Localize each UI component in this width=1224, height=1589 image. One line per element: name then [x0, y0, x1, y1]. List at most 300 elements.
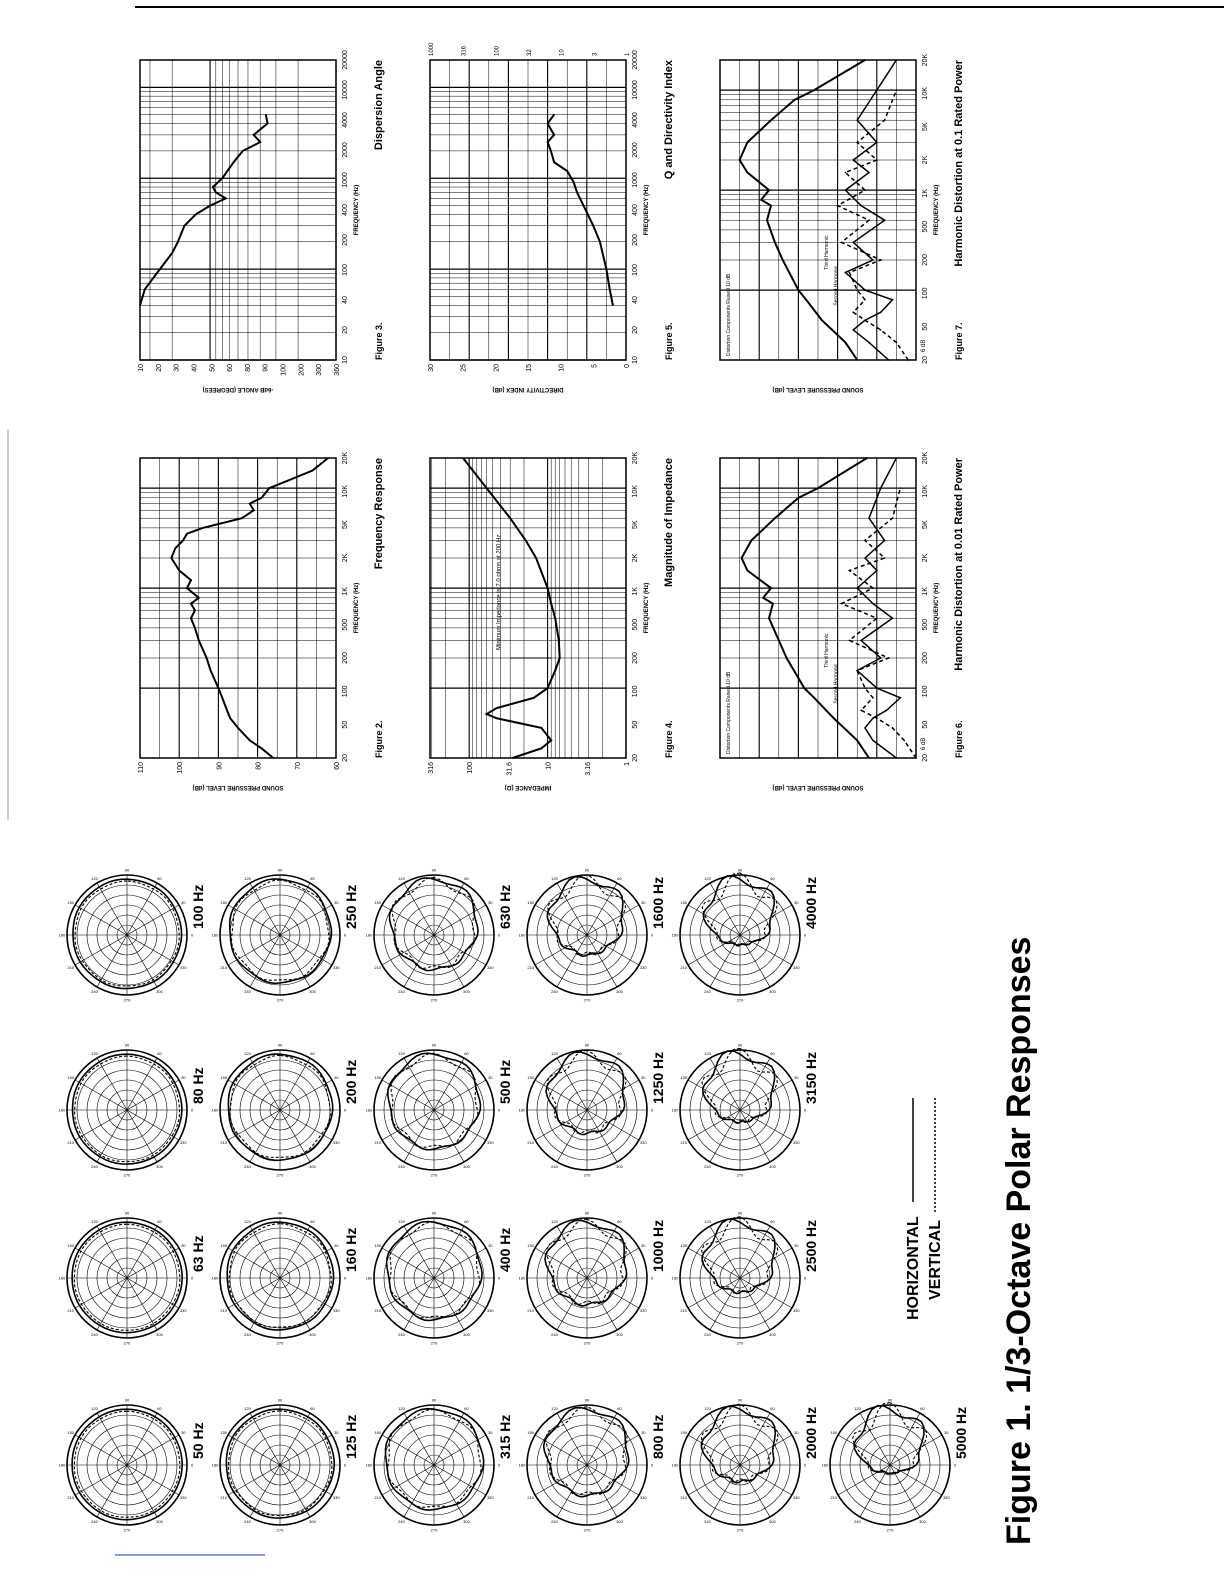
- polar-spoke: [740, 1413, 770, 1465]
- polar-spoke: [127, 935, 179, 965]
- polar-angle-label: 120: [704, 1051, 711, 1057]
- polar-plot: [672, 1043, 819, 1178]
- polar-spoke: [228, 1248, 280, 1278]
- data-point: [760, 199, 762, 201]
- data-point: [159, 268, 161, 270]
- polar-angle-label: 120: [551, 1051, 558, 1057]
- data-point: [547, 587, 549, 589]
- polar-angle-label: 210: [527, 1308, 535, 1313]
- polar-angle-label: 240: [91, 1331, 98, 1337]
- polar-angle-label: 60: [617, 1219, 622, 1225]
- polar-spoke: [127, 1278, 157, 1330]
- polar-angle-label: 120: [704, 1219, 711, 1225]
- y-axis-label: SOUND PRESSURE LEVEL (dB): [772, 386, 864, 392]
- data-point: [550, 740, 552, 742]
- q-tick-label: 10: [559, 49, 566, 56]
- data-point: [841, 242, 843, 244]
- polar-angle-label: 210: [680, 965, 688, 970]
- chart-fig5: [428, 42, 675, 392]
- polar-spoke: [557, 1110, 587, 1162]
- data-point: [888, 657, 890, 659]
- data-point: [868, 342, 870, 344]
- data-point: [864, 557, 866, 559]
- polar-spoke: [97, 1110, 127, 1162]
- data-point: [186, 587, 188, 589]
- polar-spoke: [127, 1465, 179, 1495]
- polar-spoke: [434, 1278, 464, 1330]
- polar-angle-label: 30: [488, 1243, 493, 1248]
- chart-annotation: Distortion Components Raised 10 dB: [726, 273, 732, 356]
- polar-spoke: [228, 1435, 280, 1465]
- data-point: [190, 617, 192, 619]
- x-tick-label: 200: [342, 234, 349, 246]
- x-tick-label: 20: [632, 326, 639, 334]
- polar-spoke: [75, 1465, 127, 1495]
- polar-angle-label: 240: [704, 1163, 711, 1169]
- polar-angle-label: 30: [794, 1243, 799, 1248]
- data-point: [900, 487, 902, 489]
- polar-angle-label: 90: [737, 1042, 743, 1048]
- chart-title: Harmonic Distortion at 0.01 Rated Power: [953, 458, 965, 671]
- polar-angle-label: 300: [156, 1163, 163, 1169]
- data-point: [833, 717, 835, 719]
- polar-frequency-label: 2000 Hz: [803, 1406, 819, 1459]
- y-tick-label: 300: [316, 364, 324, 376]
- polar-angle-label: 270: [430, 1527, 438, 1533]
- chart-title: Dispersion Angle: [373, 60, 385, 151]
- data-point: [222, 177, 224, 179]
- polar-angle-label: 270: [583, 1527, 591, 1533]
- series-line: [463, 458, 560, 758]
- data-point: [872, 697, 874, 699]
- polar-angle-label: 30: [181, 900, 186, 905]
- polar-frequency-label: 100 Hz: [190, 884, 206, 929]
- polar-angle-label: 150: [67, 1243, 75, 1248]
- polar-plot: [519, 868, 666, 1003]
- polar-frequency-label: 125 Hz: [343, 1414, 359, 1459]
- data-point: [864, 540, 866, 542]
- x-tick-label: 1K: [632, 587, 639, 596]
- polar-spoke: [557, 883, 587, 935]
- polar-spoke: [280, 1413, 310, 1465]
- data-point: [872, 740, 874, 742]
- polar-angle-label: 180: [518, 1462, 526, 1468]
- polar-spoke: [75, 905, 127, 935]
- data-point: [533, 697, 535, 699]
- polar-angle-label: 300: [156, 1331, 163, 1337]
- x-tick-label: 20: [922, 356, 929, 364]
- data-point: [821, 319, 823, 321]
- data-point: [872, 717, 874, 719]
- polar-angle-label: 240: [398, 1331, 405, 1337]
- polar-angle-label: 120: [398, 1406, 405, 1412]
- polar-spoke: [740, 905, 792, 935]
- polar-angle-label: 270: [736, 1527, 744, 1533]
- figure-label: Figure 7.: [954, 322, 964, 360]
- polar-angle-label: 60: [617, 1406, 622, 1412]
- x-tick-label: 500: [632, 618, 639, 631]
- data-point: [864, 299, 866, 301]
- data-point: [903, 740, 905, 742]
- polar-angle-label: 150: [220, 1430, 228, 1435]
- data-point: [747, 142, 749, 144]
- y-tick-label: 3.16: [584, 762, 592, 776]
- data-point: [198, 597, 200, 599]
- polar-angle-label: 270: [123, 1172, 131, 1178]
- polar-angle-label: 150: [374, 900, 382, 905]
- polar-spoke: [127, 1110, 157, 1162]
- polar-angle-label: 180: [671, 1107, 679, 1113]
- data-point: [190, 603, 192, 605]
- data-point: [241, 517, 243, 519]
- polar-angle-label: 30: [794, 1075, 799, 1080]
- polar-plot: [672, 868, 819, 1003]
- polar-angle-label: 180: [211, 1275, 219, 1281]
- x-tick-label: 20000: [342, 50, 349, 70]
- polar-angle-label: 120: [91, 1051, 98, 1057]
- figure-label: Figure 2.: [374, 720, 384, 758]
- polar-frequency-label: 63 Hz: [190, 1235, 206, 1272]
- x-tick-label: 50: [342, 720, 349, 729]
- data-point: [486, 713, 488, 715]
- polar-angle-label: 60: [310, 876, 315, 882]
- polar-angle-label: 180: [58, 1107, 66, 1113]
- polar-spoke: [434, 1110, 464, 1162]
- data-point: [178, 570, 180, 572]
- x-tick-label: 50: [922, 720, 929, 729]
- x-tick-label: 400: [342, 204, 349, 216]
- polar-horizontal-curve: [227, 1222, 333, 1330]
- data-point: [845, 342, 847, 344]
- y-tick-label: 20: [155, 364, 163, 372]
- polar-spoke: [404, 1465, 434, 1517]
- polar-angle-label: 210: [220, 965, 228, 970]
- polar-angle-label: 90: [737, 1210, 743, 1216]
- x-tick-label: 5K: [342, 520, 349, 529]
- polar-angle-label: 330: [332, 1495, 340, 1500]
- polar-plot: [59, 868, 206, 1003]
- polar-angle-label: 60: [464, 1219, 469, 1225]
- x-tick-label: 5K: [632, 520, 639, 529]
- data-point: [541, 748, 543, 750]
- data-point: [547, 123, 549, 125]
- x-tick-label: 500: [922, 220, 929, 233]
- polar-spoke: [404, 883, 434, 935]
- polar-angle-label: 120: [704, 1406, 711, 1412]
- polar-vertical-curve: [702, 1048, 777, 1122]
- q-tick-label: 100: [494, 45, 501, 56]
- polar-spoke: [688, 1435, 740, 1465]
- polar-plot: [212, 1398, 359, 1533]
- data-point: [202, 527, 204, 529]
- polar-spoke: [557, 1278, 587, 1330]
- data-point: [547, 141, 549, 143]
- polar-angle-label: 180: [518, 1275, 526, 1281]
- polar-spoke: [740, 935, 770, 987]
- polar-spoke: [890, 1413, 920, 1465]
- polar-spoke: [535, 1465, 587, 1495]
- data-point: [606, 268, 608, 270]
- polar-spoke: [280, 1058, 310, 1110]
- polar-angle-label: 90: [124, 1397, 130, 1403]
- polar-frequency-label: 800 Hz: [650, 1414, 666, 1459]
- x-tick-label: 100: [922, 685, 929, 698]
- polar-spoke: [535, 1435, 587, 1465]
- polar-angle-label: 180: [58, 1275, 66, 1281]
- polar-angle-label: 330: [179, 965, 187, 970]
- polar-spoke: [587, 1080, 639, 1110]
- polar-spoke: [127, 1248, 179, 1278]
- x-tick-label: 20: [342, 754, 349, 762]
- q-tick-label: 316: [461, 45, 468, 56]
- data-point: [177, 241, 179, 243]
- polar-angle-label: 30: [641, 1243, 646, 1248]
- x-tick-label: 1K: [922, 587, 929, 596]
- y-tick-label: 80: [255, 762, 263, 770]
- polar-spoke: [75, 1248, 127, 1278]
- polar-angle-label: 90: [584, 867, 590, 873]
- polar-angle-label: 300: [769, 1163, 776, 1169]
- polar-angle-label: 0: [650, 1275, 654, 1281]
- polar-angle-label: 180: [365, 932, 373, 938]
- polar-angle-label: 210: [374, 1140, 382, 1145]
- y-tick-label: 30: [173, 364, 181, 372]
- polar-angle-label: 330: [486, 1140, 494, 1145]
- y-axis-label: -6dB ANGLE (DEGREES): [202, 386, 274, 392]
- data-point: [762, 597, 764, 599]
- x-tick-label: 100: [342, 685, 349, 698]
- data-point: [190, 579, 192, 581]
- polar-angle-label: 0: [497, 1275, 501, 1281]
- polar-angle-label: 90: [431, 1397, 437, 1403]
- polar-angle-label: 240: [551, 1163, 558, 1169]
- data-point: [849, 570, 851, 572]
- polar-angle-label: 300: [769, 1518, 776, 1524]
- x-tick-label: 100: [632, 685, 639, 698]
- polar-angle-label: 60: [617, 1051, 622, 1057]
- polar-angle-label: 0: [650, 1107, 654, 1113]
- polar-angle-label: 60: [464, 1051, 469, 1057]
- polar-spoke: [710, 1413, 740, 1465]
- data-point: [892, 617, 894, 619]
- polar-spoke: [250, 1110, 280, 1162]
- polar-spoke: [710, 1226, 740, 1278]
- polar-spoke: [404, 1110, 434, 1162]
- polar-angle-label: 60: [920, 1406, 925, 1412]
- data-point: [860, 710, 862, 712]
- data-point: [496, 707, 498, 709]
- polar-angle-label: 210: [220, 1140, 228, 1145]
- series-line: [742, 458, 869, 758]
- y-tick-label: 25: [460, 364, 468, 372]
- data-point: [853, 329, 855, 331]
- polar-spoke: [280, 935, 332, 965]
- polar-spoke: [587, 1435, 639, 1465]
- y-tick-label: 60: [227, 364, 235, 372]
- chart-annotation: Second Harmonic: [833, 265, 840, 306]
- data-point: [550, 603, 552, 605]
- polar-frequency-label: 4000 Hz: [803, 876, 819, 929]
- x-tick-label: 10000: [632, 80, 639, 100]
- polar-spoke: [740, 1080, 792, 1110]
- polar-angle-label: 120: [244, 1406, 251, 1412]
- x-tick-label: 20: [342, 326, 349, 334]
- data-point: [327, 457, 329, 459]
- data-point: [860, 205, 862, 207]
- data-point: [888, 359, 890, 361]
- polar-angle-label: 0: [803, 1462, 807, 1468]
- polar-angle-label: 330: [792, 965, 800, 970]
- data-point: [535, 557, 537, 559]
- polar-spoke: [228, 935, 280, 965]
- polar-plot: [519, 1398, 666, 1533]
- data-point: [856, 587, 858, 589]
- chart-title: Q and Directivity Index: [663, 60, 675, 180]
- legend: [905, 1098, 944, 1320]
- polar-angle-label: 60: [310, 1219, 315, 1225]
- polar-angle-label: 300: [616, 988, 623, 994]
- polar-spoke: [75, 1110, 127, 1140]
- polar-spoke: [404, 1278, 434, 1330]
- polar-spoke: [434, 1226, 464, 1278]
- chart-fig4: [428, 451, 675, 790]
- polar-angle-label: 210: [220, 1495, 228, 1500]
- data-point: [892, 727, 894, 729]
- data-point: [774, 517, 776, 519]
- data-point: [171, 557, 173, 559]
- polar-spoke: [127, 883, 157, 935]
- y-tick-label: 10: [138, 364, 145, 372]
- polar-angle-label: 300: [769, 1331, 776, 1337]
- polar-angle-label: 270: [583, 997, 591, 1003]
- polar-angle-label: 60: [157, 876, 162, 882]
- polar-angle-label: 300: [616, 1163, 623, 1169]
- polar-spoke: [250, 1413, 280, 1465]
- data-point: [249, 740, 251, 742]
- data-point: [876, 617, 878, 619]
- polar-angle-label: 150: [374, 1430, 382, 1435]
- polar-spoke: [710, 883, 740, 935]
- polar-angle-label: 60: [310, 1051, 315, 1057]
- data-point: [312, 470, 314, 472]
- polar-angle-label: 180: [365, 1275, 373, 1281]
- polar-angle-label: 330: [792, 1140, 800, 1145]
- polar-spoke: [587, 1278, 617, 1330]
- x-tick-label: 200: [342, 652, 349, 664]
- y-tick-label: 316: [428, 762, 435, 774]
- data-point: [233, 161, 235, 163]
- x-tick-label: 40: [342, 296, 349, 304]
- polar-angle-label: 90: [277, 1210, 283, 1216]
- data-point: [768, 189, 770, 191]
- polar-angle-label: 60: [464, 1406, 469, 1412]
- data-point: [215, 192, 217, 194]
- polar-angle-label: 180: [671, 1275, 679, 1281]
- data-point: [462, 457, 464, 459]
- polar-angle-label: 270: [276, 1527, 284, 1533]
- polar-angle-label: 330: [179, 1140, 187, 1145]
- polar-spoke: [710, 1465, 740, 1517]
- data-point: [892, 517, 894, 519]
- data-point: [896, 59, 898, 61]
- data-point: [573, 182, 575, 184]
- data-point: [225, 707, 227, 709]
- data-point: [253, 510, 255, 512]
- y-tick-label: 90: [216, 762, 224, 770]
- polar-frequency-label: 1250 Hz: [650, 1051, 666, 1104]
- x-tick-label: 1000: [342, 172, 349, 188]
- data-point: [253, 134, 255, 136]
- polar-angle-label: 30: [488, 1430, 493, 1435]
- data-point: [486, 487, 488, 489]
- polar-angle-label: 240: [244, 1518, 251, 1524]
- data-point: [853, 312, 855, 314]
- y-tick-label: 90: [262, 364, 270, 372]
- x-tick-label: 20K: [632, 451, 639, 465]
- polar-angle-label: 300: [156, 1518, 163, 1524]
- polar-angle-label: 210: [527, 1140, 535, 1145]
- polar-spoke: [127, 1413, 157, 1465]
- series-line: [838, 90, 909, 360]
- data-point: [880, 259, 882, 261]
- polar-angle-label: 150: [220, 1243, 228, 1248]
- polar-angle-label: 270: [276, 997, 284, 1003]
- y-tick-label: 5: [591, 364, 599, 368]
- data-point: [896, 89, 898, 91]
- polar-grid: [59, 868, 969, 1533]
- data-point: [218, 687, 220, 689]
- x-axis-label: FREQUENCY (Hz): [354, 582, 360, 634]
- data-point: [886, 710, 888, 712]
- data-point: [768, 617, 770, 619]
- polar-spoke: [228, 905, 280, 935]
- data-point: [880, 312, 882, 314]
- polar-angle-label: 120: [398, 1219, 405, 1225]
- polar-angle-label: 210: [67, 1308, 75, 1313]
- polar-angle-label: 300: [309, 1163, 316, 1169]
- polar-plot: [519, 1043, 666, 1178]
- series-line: [842, 488, 917, 758]
- polar-plot: [212, 1043, 359, 1178]
- polar-angle-label: 240: [704, 1518, 711, 1524]
- polar-horizontal-curve: [230, 879, 332, 983]
- polar-angle-label: 210: [220, 1308, 228, 1313]
- polar-spoke: [250, 1226, 280, 1278]
- polar-frequency-label: 2500 Hz: [803, 1219, 819, 1272]
- polar-angle-label: 120: [91, 1219, 98, 1225]
- polar-angle-label: 30: [794, 900, 799, 905]
- polar-angle-label: 60: [310, 1406, 315, 1412]
- polar-spoke: [97, 1058, 127, 1110]
- polar-spoke: [127, 1465, 157, 1517]
- q-tick-label: 3: [592, 52, 599, 56]
- x-tick-label: 1K: [922, 189, 929, 198]
- polar-angle-label: 90: [431, 1042, 437, 1048]
- polar-spoke: [127, 935, 157, 987]
- data-point: [747, 570, 749, 572]
- x-axis-label: FREQUENCY (Hz): [934, 582, 940, 634]
- data-point: [876, 717, 878, 719]
- polar-angle-label: 240: [91, 1518, 98, 1524]
- data-point: [612, 305, 614, 307]
- data-point: [261, 497, 263, 499]
- data-point: [554, 670, 556, 672]
- x-tick-label: 40: [632, 296, 639, 304]
- data-point: [747, 172, 749, 174]
- x-tick-label: 10: [632, 356, 639, 364]
- polar-frequency-label: 80 Hz: [190, 1067, 206, 1104]
- polar-angle-label: 0: [343, 1275, 347, 1281]
